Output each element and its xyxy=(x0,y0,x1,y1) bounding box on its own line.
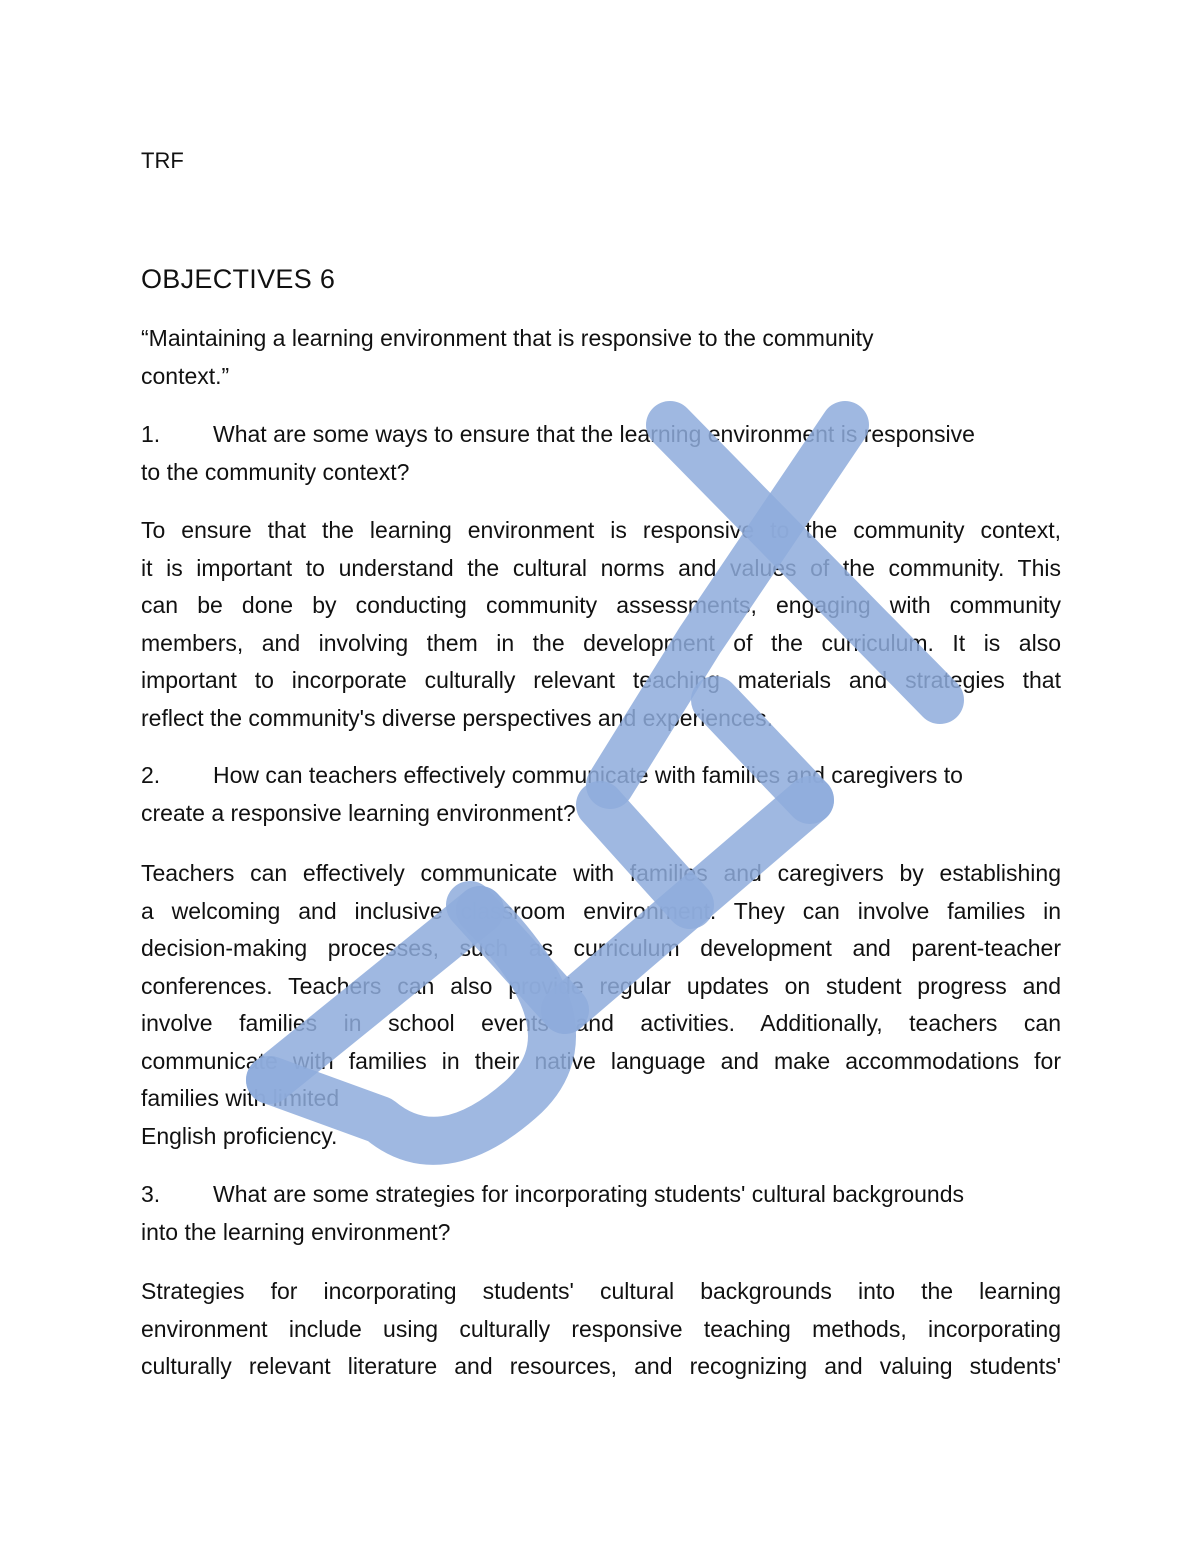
quote-line: context.” xyxy=(141,362,230,389)
question-text: How can teachers effectively communicate with families and caregivers to xyxy=(213,762,963,788)
question-text: What are some ways to ensure that the learning environment is responsive xyxy=(213,421,975,447)
question-text: into the learning environment? xyxy=(141,1218,451,1245)
answer-line: important to incorporate culturally relevant teaching materials and strategies that xyxy=(141,667,1061,693)
answer-line: English proficiency. xyxy=(141,1122,338,1149)
answer-line: a welcoming and inclusive classroom environment. They can involve families in xyxy=(141,897,1061,924)
answer-line: decision-making processes, such as curriculum development and parent-teacher xyxy=(141,935,1061,961)
question-text: What are some strategies for incorporating students' cultural backgrounds xyxy=(213,1181,964,1207)
question-number: 1. xyxy=(141,421,161,447)
document-label: TRF xyxy=(141,148,184,173)
quote-line: “Maintaining a learning environment that is responsive to the community xyxy=(141,325,874,351)
question-1 xyxy=(141,416,1061,491)
question-number: 3. xyxy=(141,1181,161,1207)
question-text: create a responsive learning environment? xyxy=(141,799,576,826)
question-3 xyxy=(141,1176,1061,1251)
answer-line: reflect the community's diverse perspectives and experiences. xyxy=(141,704,774,731)
objective-quote xyxy=(141,320,1001,395)
answer-line: families with limited xyxy=(141,1085,340,1111)
question-2 xyxy=(141,757,1061,832)
answer-line: conferences. Teachers can also provide regular updates on student progress and xyxy=(141,972,1061,999)
answer-line: culturally relevant literature and resources, and recognizing and valuing students' xyxy=(141,1353,1061,1379)
answer-line: involve families in school events and activities. Additionally, teachers can xyxy=(141,1010,1061,1036)
answer-line: it is important to understand the cultural norms and values of the community. This xyxy=(141,554,1061,581)
question-text: to the community context? xyxy=(141,458,410,485)
answer-1 xyxy=(141,512,1061,737)
answer-line: communicate with families in their native language and make accommodations for xyxy=(141,1047,1061,1074)
answer-line: members, and involving them in the development of the curriculum. It is also xyxy=(141,629,1061,656)
answer-line: Strategies for incorporating students' cultural backgrounds into the learning xyxy=(141,1278,1061,1304)
answer-2 xyxy=(141,855,1061,1155)
answer-line: environment include using culturally responsive teaching methods, incorporating xyxy=(141,1315,1061,1342)
answer-line: Teachers can effectively communicate with families and caregivers by establishing xyxy=(141,860,1061,886)
page-title: OBJECTIVES 6 xyxy=(141,264,336,294)
answer-line: To ensure that the learning environment is responsive to the community context, xyxy=(141,517,1061,543)
question-number: 2. xyxy=(141,762,161,788)
answer-3 xyxy=(141,1273,1061,1386)
answer-line: can be done by conducting community assessments, engaging with community xyxy=(141,592,1061,618)
